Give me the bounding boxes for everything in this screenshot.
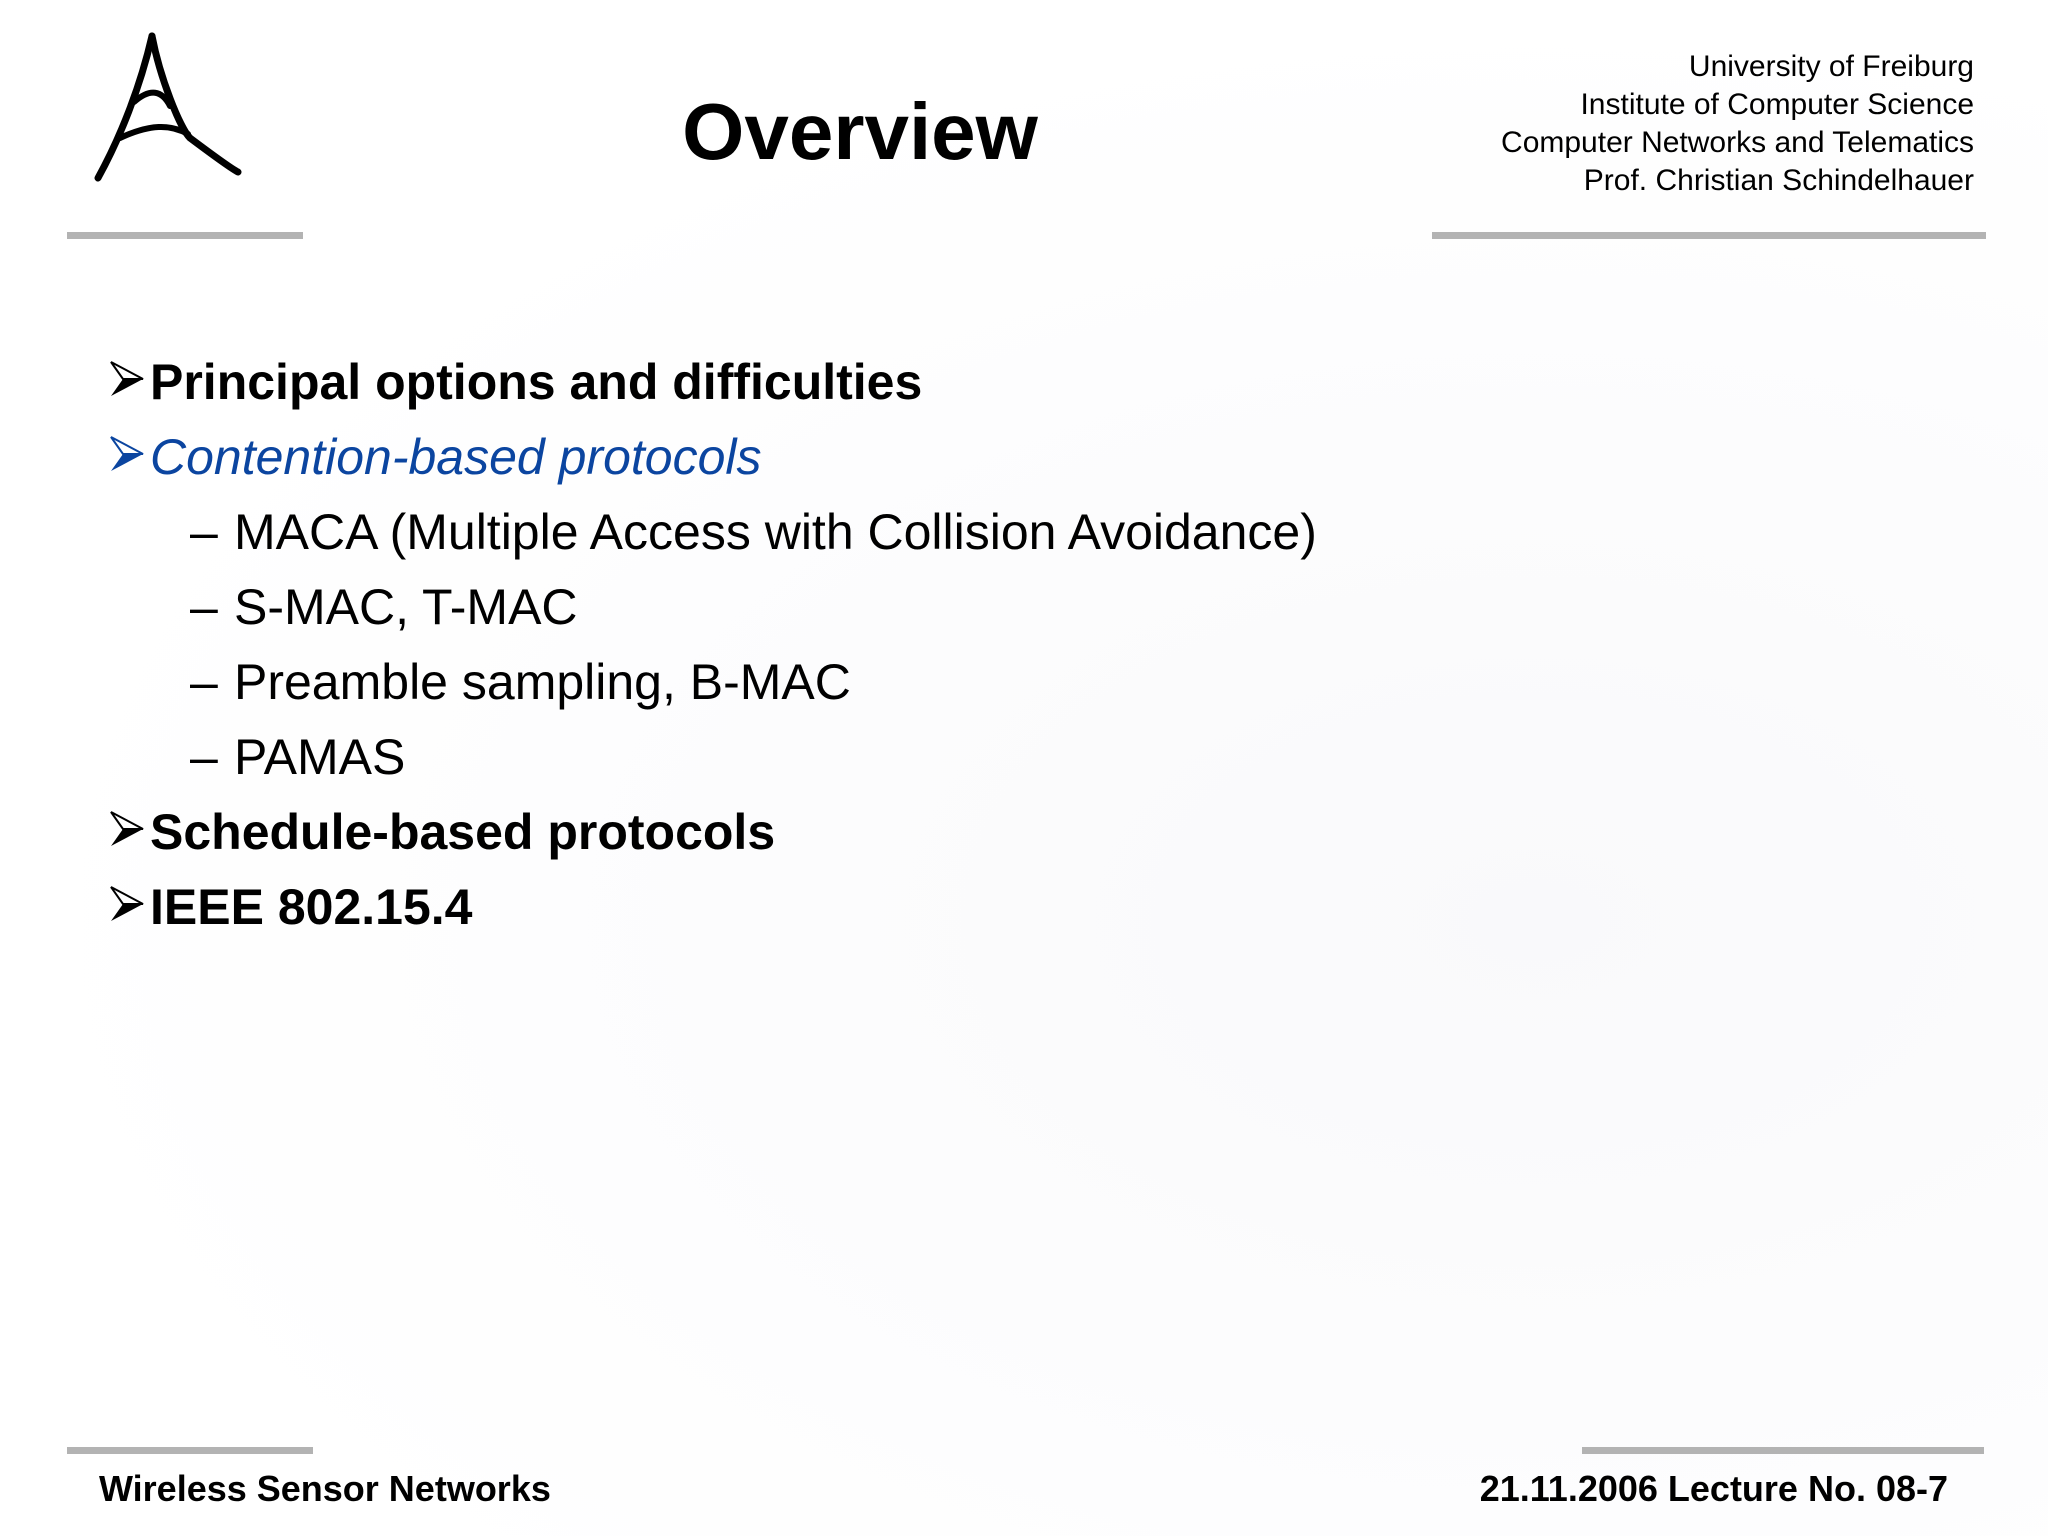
- affiliation-line: University of Freiburg: [1688, 50, 1974, 83]
- outline-subitem: [108, 645, 1608, 720]
- dash-marker: –: [190, 654, 218, 710]
- footer-rule-right: [1582, 1447, 1984, 1454]
- dash-marker: –: [190, 579, 218, 635]
- outline-subitem: [108, 495, 1608, 570]
- outline-text: Contention-based protocols: [150, 429, 762, 485]
- outline-subtext: Preamble sampling, B-MAC: [234, 654, 851, 710]
- outline-subtext: MACA (Multiple Access with Collision Avoidance): [234, 504, 1317, 560]
- affiliation-line: Prof. Christian Schindelhauer: [1583, 164, 1974, 197]
- bullet-arrow-icon: [108, 884, 146, 924]
- outline-subitem: [108, 720, 1608, 795]
- footer-date-lecture: 21.11.2006 Lecture No. 08-7: [1479, 1468, 1948, 1509]
- outline-item-current: [108, 420, 1608, 495]
- footer-rule-left: [67, 1447, 313, 1454]
- outline-item: [108, 795, 1608, 870]
- outline-list: [108, 345, 1608, 945]
- bullet-arrow-icon: [108, 359, 146, 399]
- dash-marker: –: [190, 504, 218, 560]
- university-logo: [90, 28, 250, 188]
- affiliation-block: [1501, 48, 1974, 200]
- outline-item: [108, 870, 1608, 945]
- slide-title: Overview: [682, 87, 1038, 176]
- outline-subtext: PAMAS: [234, 729, 406, 785]
- outline-text: IEEE 802.15.4: [150, 879, 473, 935]
- outline-text: Principal options and difficulties: [150, 354, 923, 410]
- bullet-arrow-icon: [108, 809, 146, 849]
- outline-text: Schedule-based protocols: [150, 804, 776, 860]
- header-rule-right: [1432, 232, 1986, 239]
- affiliation-line: Computer Networks and Telematics: [1501, 126, 1974, 159]
- outline-subtext: S-MAC, T-MAC: [234, 579, 578, 635]
- affiliation-line: Institute of Computer Science: [1580, 88, 1974, 121]
- footer-course: Wireless Sensor Networks: [99, 1468, 551, 1509]
- dash-marker: –: [190, 729, 218, 785]
- bullet-arrow-icon: [108, 434, 146, 474]
- header-rule-left: [67, 232, 303, 239]
- outline-subitem: [108, 570, 1608, 645]
- outline-item: [108, 345, 1608, 420]
